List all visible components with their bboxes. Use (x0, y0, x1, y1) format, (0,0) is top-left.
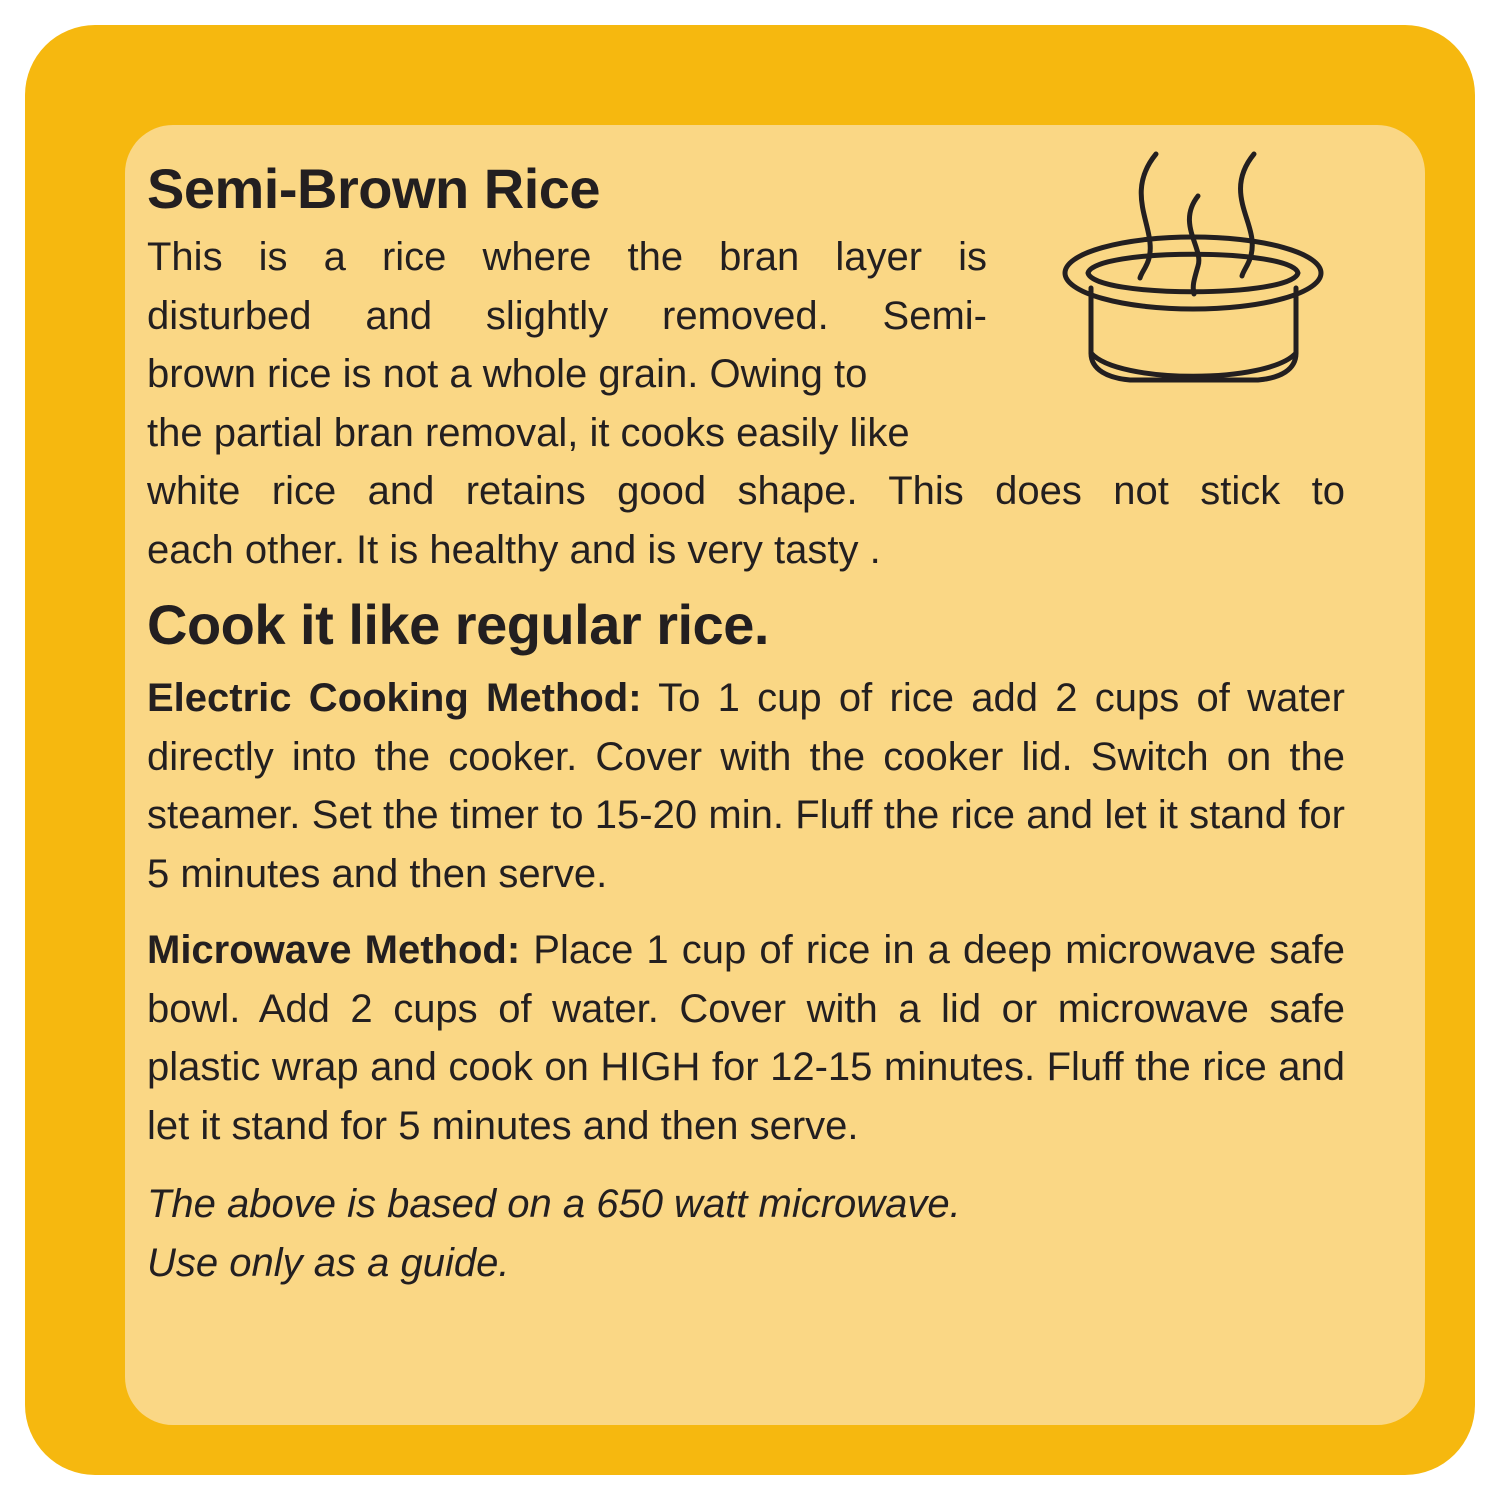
card-title: Semi-Brown Rice (147, 157, 601, 220)
intro-line: disturbed and slightly removed. Semi- (147, 293, 987, 338)
section-subtitle: Cook it like regular rice. (147, 593, 769, 656)
electric-method-paragraph (147, 669, 1345, 903)
intro-line: each other. It is healthy and is very tasty . (147, 527, 881, 572)
electric-method-label: Electric Cooking Method: (147, 676, 642, 720)
recipe-content (147, 150, 1345, 1292)
electric-method-text: To 1 cup of rice add 2 cups of water directly into the cooker. Cover with the cooker lid. Switch on the steamer. Set the timer to 15-20 min. Fluff the rice and let it stand for 5 minutes and then serve. (147, 676, 1345, 896)
microwave-note (147, 1175, 1345, 1292)
microwave-method-paragraph (147, 921, 1345, 1155)
intro-line: white rice and retains good shape. This does not stick to (147, 469, 1345, 513)
intro-line: the partial bran removal, it cooks easily like (147, 410, 910, 455)
intro-paragraph (147, 228, 1345, 579)
microwave-method-label: Microwave Method: (147, 928, 521, 972)
microwave-method-text: Place 1 cup of rice in a deep microwave safe bowl. Add 2 cups of water. Cover with a lid or microwave safe plastic wrap and cook on HIGH for 12-15 minutes. Fluff the rice and let it stand for 5 minutes and then serve. (147, 928, 1345, 1148)
note-line: Use only as a guide. (147, 1240, 510, 1285)
note-line: The above is based on a 650 watt microwave. (147, 1182, 961, 1226)
intro-line: brown rice is not a whole grain. Owing to (147, 352, 868, 396)
intro-line: This is a rice where the bran layer is (147, 235, 987, 279)
